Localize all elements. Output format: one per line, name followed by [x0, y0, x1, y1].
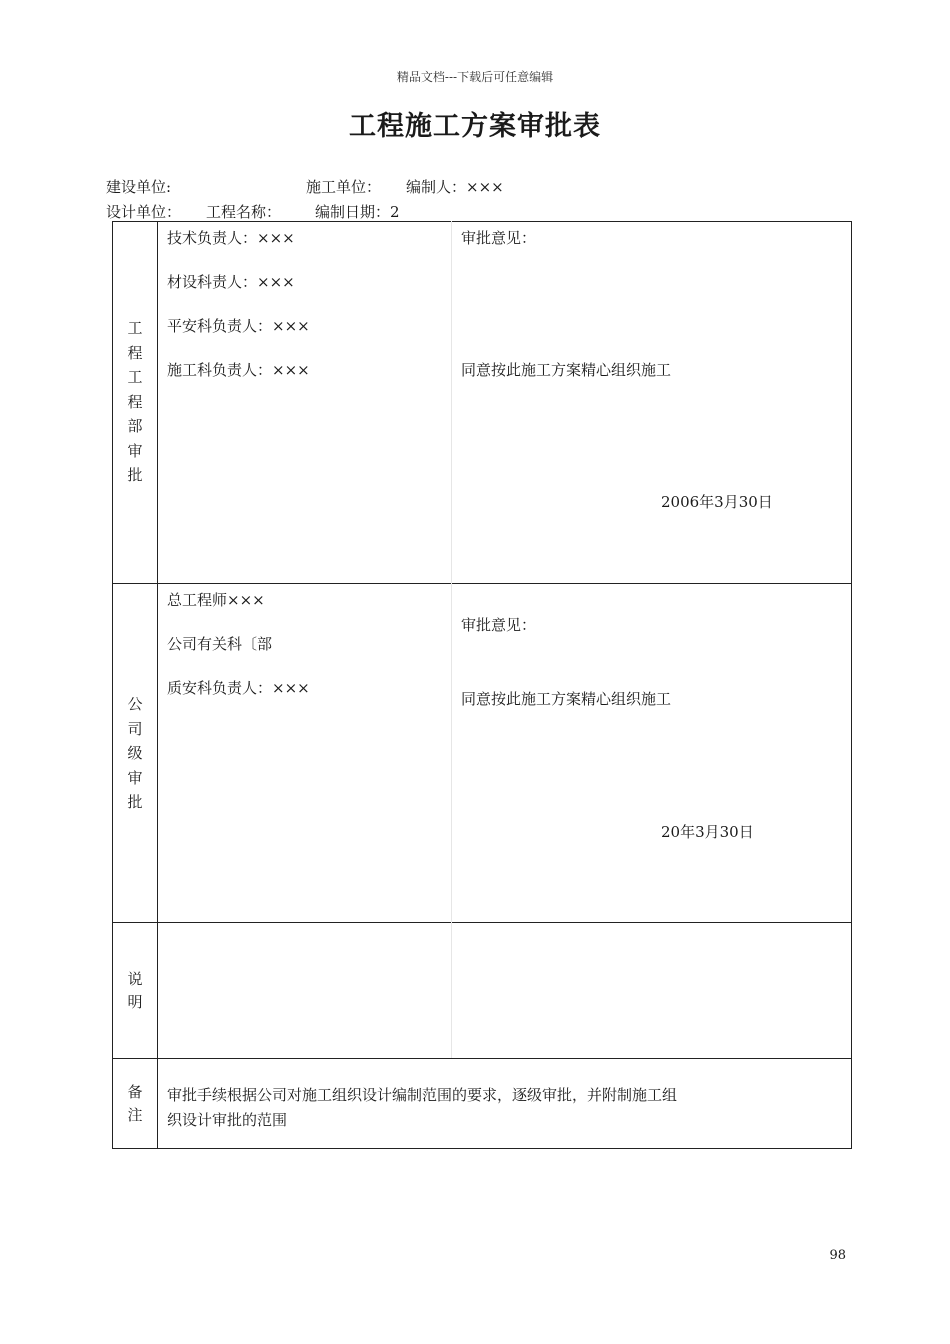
- material-manager: 材设科责人：×××: [167, 273, 295, 291]
- section2-opinion-label: 审批意见：: [461, 616, 537, 634]
- row-divider-1: [112, 583, 852, 584]
- shigong-unit-label: 施工单位：: [306, 178, 382, 196]
- inner-divider-3: [451, 922, 452, 1058]
- section2-opinion: 同意按此施工方案精心组织施工: [461, 690, 672, 708]
- row-divider-2: [112, 922, 852, 923]
- section1-date: 2006年3月30日: [661, 493, 773, 511]
- remark-line-1: 审批手续根据公司对施工组织设计编制范围的要求，逐级审批，并附制施工组: [167, 1086, 678, 1104]
- page-number: 98: [829, 1248, 846, 1263]
- watermark-text: 精品文档---下载后可任意编辑: [396, 70, 554, 84]
- tech-manager: 技术负责人：×××: [167, 229, 295, 247]
- inner-divider-2: [451, 583, 452, 922]
- section1-opinion-label: 审批意见：: [461, 229, 537, 247]
- quality-safety-manager: 质安科负责人：×××: [167, 679, 310, 697]
- sheji-unit-label: 设计单位：: [106, 203, 182, 221]
- section2-date: 20年3月30日: [661, 823, 754, 841]
- safety-manager: 平安科负责人：×××: [167, 317, 310, 335]
- section3-label: 说 明: [127, 970, 143, 1011]
- compiler-label: 编制人：×××: [406, 178, 504, 196]
- jianshe-unit-label: 建设单位:: [106, 178, 172, 196]
- section4-label: 备 注: [127, 1083, 143, 1124]
- section2-label: 公 司 级 审 批: [127, 695, 143, 811]
- table-border-bottom: [112, 1148, 852, 1149]
- label-column-divider: [157, 221, 158, 1149]
- compile-date-label: 编制日期：2: [315, 203, 400, 221]
- row-divider-3: [112, 1058, 852, 1059]
- project-name-label: 工程名称：: [206, 203, 282, 221]
- inner-divider-1: [451, 221, 452, 583]
- section1-label: 工 程 工 程 部 审 批: [127, 319, 143, 484]
- page-title: 工程施工方案审批表: [349, 111, 601, 142]
- construction-manager: 施工科负责人：×××: [167, 361, 310, 379]
- chief-engineer: 总工程师×××: [167, 591, 265, 609]
- remark-line-2: 织设计审批的范围: [167, 1111, 288, 1129]
- table-border-right: [851, 221, 852, 1149]
- company-department: 公司有关科〔部: [167, 635, 273, 653]
- table-border-top: [112, 221, 852, 222]
- section1-opinion: 同意按此施工方案精心组织施工: [461, 361, 672, 379]
